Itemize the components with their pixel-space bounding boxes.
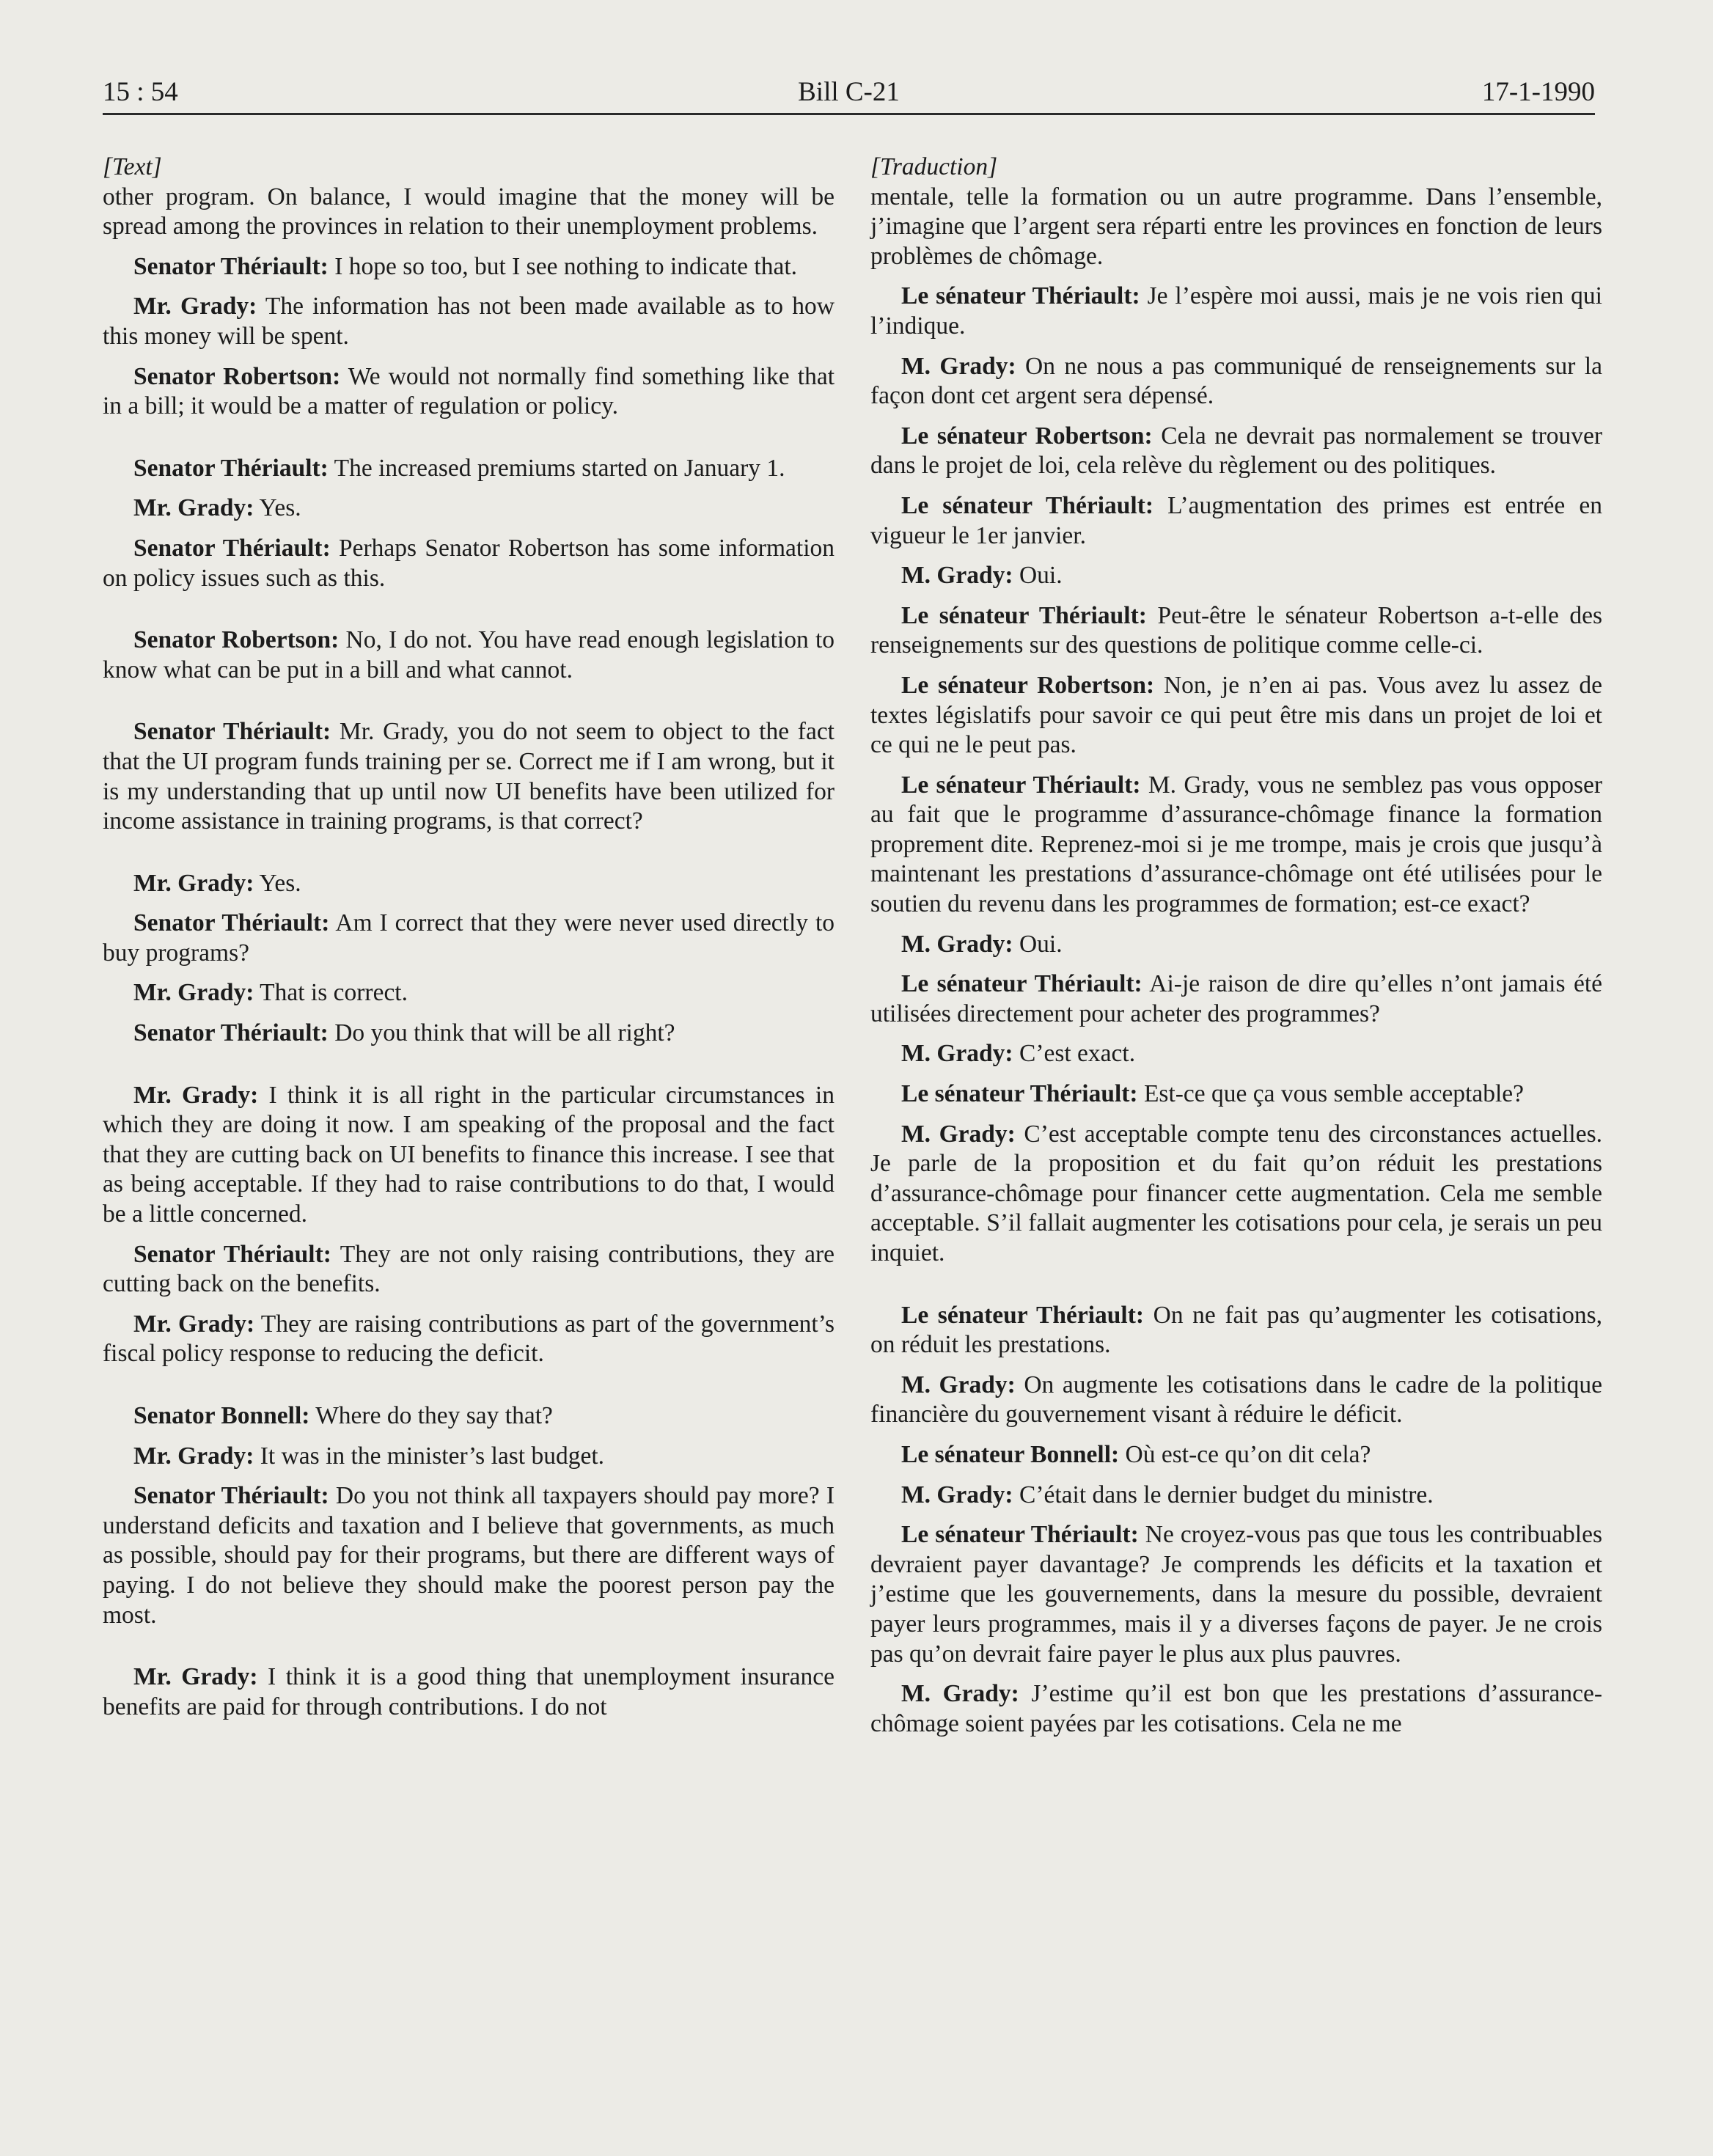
speech-paragraph <box>103 1442 835 1472</box>
speech-text: No, I do not. You have read enough legislation to know what can be put in a bill and what cannot. <box>103 626 835 683</box>
speech-paragraph <box>103 1081 835 1230</box>
column-label: [Text] <box>103 153 162 180</box>
speech-text: Do you think that will be all right? <box>328 1019 675 1047</box>
speech-paragraph <box>870 422 1602 481</box>
speaker-name: Le sénateur Thériault: <box>901 970 1142 998</box>
french-transcript <box>870 183 1602 1739</box>
speech-paragraph <box>103 1481 835 1630</box>
speaker-name: Senator Thériault: <box>133 909 330 937</box>
speech-text: The information has not been made available as to how this money will be spent. <box>103 293 835 350</box>
speaker-name: Le sénateur Thériault: <box>901 1080 1138 1108</box>
speech-paragraph <box>870 930 1602 960</box>
speech-text: Perhaps Senator Robertson has some information on policy issues such as this. <box>103 534 835 592</box>
speech-text: J’estime qu’il est bon que les prestations d’assurance-chômage soient payées par les cotisations. Cela ne me <box>870 1680 1602 1737</box>
speech-paragraph <box>103 909 835 968</box>
speech-text: M. Grady, vous ne semblez pas vous opposer au fait que le programme d’assurance-chômage finance la formation proprement dite. Reprenez-moi si je me trompe, mais je crois que jusqu’à maintenant les prestations d’assurance-chômage ont été utilisées pour le soutien du revenu dans les programmes de formation; est-ce exact? <box>870 771 1603 918</box>
speech-paragraph <box>103 252 835 282</box>
speech-text: C’est exact. <box>1013 1040 1136 1068</box>
speech-text: I think it is a good thing that unemployment insurance benefits are paid for through contributions. I do not <box>103 1663 835 1720</box>
speaker-name: M. Grady: <box>901 1481 1013 1508</box>
speech-paragraph <box>103 978 835 1008</box>
speaker-name: M. Grady: <box>901 930 1013 958</box>
speech-paragraph <box>870 1039 1602 1069</box>
page-number: 15 : 54 <box>103 77 178 107</box>
speech-text: Where do they say that? <box>309 1402 553 1429</box>
speaker-name: M. Grady: <box>901 352 1016 380</box>
speaker-name: Mr. Grady: <box>133 293 257 320</box>
speech-text: Yes. <box>254 869 301 897</box>
speech-text: They are not only raising contributions, they are cutting back on the benefits. <box>103 1240 835 1298</box>
speech-text: C’était dans le dernier budget du ministre. <box>1013 1481 1434 1508</box>
speech-paragraph <box>870 282 1602 341</box>
speech-paragraph <box>870 352 1602 411</box>
speech-paragraph <box>870 671 1602 760</box>
continued-paragraph <box>870 183 1602 272</box>
speaker-name: M. Grady: <box>901 1371 1016 1398</box>
speech-text: mentale, telle la formation ou un autre programme. Dans l’ensemble, j’imagine que l’argent sera réparti entre les provinces en fonction de leurs problèmes de chômage. <box>870 183 1602 270</box>
speaker-name: Le sénateur Thériault: <box>901 1521 1139 1549</box>
speech-text: On ne fait pas qu’augmenter les cotisations, on réduit les prestations. <box>870 1301 1602 1359</box>
speaker-name: Le sénateur Thériault: <box>901 771 1141 799</box>
speaker-name: Mr. Grady: <box>133 494 254 522</box>
speaker-name: Le sénateur Thériault: <box>901 1301 1145 1329</box>
speech-text: They are raising contributions as part of the government’s fiscal policy response to reducing the deficit. <box>103 1310 835 1368</box>
speaker-name: Le sénateur Thériault: <box>901 601 1147 629</box>
speaker-name: Senator Thériault: <box>133 534 331 562</box>
speech-paragraph <box>103 292 835 351</box>
speech-paragraph <box>103 869 835 899</box>
speaker-name: M. Grady: <box>901 562 1013 590</box>
header-date: 17-1-1990 <box>1481 77 1595 107</box>
speech-text: C’est acceptable compte tenu des circonstances actuelles. Je parle de la proposition et du fait qu’on réduit les prestations d’assurance-chômage pour financer cette augmentation. Cela me semble acceptable. S’il fallait augmenter les cotisations pour cela, je serais un peu inquiet. <box>870 1120 1602 1266</box>
speech-paragraph <box>103 1401 835 1431</box>
speech-paragraph <box>870 1520 1602 1669</box>
speech-paragraph <box>103 494 835 524</box>
speech-text: other program. On balance, I would imagine that the money will be spread among the provinces in relation to their unemployment problems. <box>103 183 835 241</box>
speaker-name: Mr. Grady: <box>133 1663 258 1691</box>
speech-text: Oui. <box>1013 562 1063 590</box>
speech-text: I think it is all right in the particular circumstances in which they are doing it now. I am speaking of the proposal and the fact that they are cutting back on UI benefits to finance this increase. I see that as being acceptable. If they had to raise contributions to do that, I would be a little concerned. <box>103 1081 835 1228</box>
speaker-name: M. Grady: <box>901 1680 1019 1708</box>
speech-paragraph <box>103 362 835 422</box>
speech-paragraph <box>870 1301 1602 1360</box>
speech-paragraph <box>870 601 1602 661</box>
speaker-name: Senator Thériault: <box>133 1240 331 1268</box>
speech-text: Ai-je raison de dire qu’elles n’ont jamais été utilisées directement pour acheter des programmes? <box>870 970 1602 1027</box>
speech-paragraph <box>870 1120 1602 1269</box>
speech-paragraph <box>870 771 1602 920</box>
speech-text: Je l’espère moi aussi, mais je ne vois rien qui l’indique. <box>870 282 1602 340</box>
speech-text: The increased premiums started on January 1. <box>328 454 785 482</box>
speech-text: Ne croyez-vous pas que tous les contribuables devraient payer davantage? Je comprends les déficits et la taxation et j’estime que les gouvernements, dans la mesure du possible, devraient payer leurs programmes, mais il y a diverses façons de payer. Je ne crois pas qu’on devrait faire payer le plus aux plus pauvres. <box>870 1521 1602 1668</box>
speaker-name: Le sénateur Robertson: <box>901 671 1155 699</box>
speech-paragraph <box>103 1662 835 1722</box>
speech-text: Non, je n’en ai pas. Vous avez lu assez de textes législatifs pour savoir ce qui peut être mis dans un projet de loi et ce qui ne le peut pas. <box>870 671 1602 759</box>
speaker-name: Senator Bonnell: <box>133 1402 310 1429</box>
speech-text: On augmente les cotisations dans le cadre de la politique financière du gouvernement visant à réduire le déficit. <box>870 1371 1602 1429</box>
speaker-name: Senator Thériault: <box>133 454 329 482</box>
speech-text: Oui. <box>1013 930 1063 958</box>
speech-text: Est-ce que ça vous semble acceptable? <box>1137 1080 1525 1108</box>
speaker-name: Le sénateur Robertson: <box>901 422 1153 450</box>
speech-paragraph <box>103 717 835 836</box>
french-column <box>870 153 1602 1749</box>
speech-paragraph <box>103 626 835 685</box>
speech-paragraph <box>870 1679 1602 1739</box>
speech-paragraph <box>870 1079 1602 1110</box>
speaker-name: Senator Thériault: <box>133 252 329 280</box>
speech-paragraph <box>103 454 835 484</box>
speaker-name: Mr. Grady: <box>133 1442 254 1470</box>
speaker-name: Senator Thériault: <box>133 718 331 746</box>
speaker-name: Senator Thériault: <box>133 1019 329 1047</box>
speech-paragraph <box>103 534 835 593</box>
speaker-name: Mr. Grady: <box>133 1081 259 1109</box>
speaker-name: Le sénateur Thériault: <box>901 282 1140 310</box>
speech-paragraph <box>870 491 1602 551</box>
speaker-name: Le sénateur Bonnell: <box>901 1440 1120 1468</box>
speech-text: That is correct. <box>254 979 408 1007</box>
speech-text: Mr. Grady, you do not seem to object to the fact that the UI program funds training per se. Correct me if I am wrong, but it is my understanding that up until now UI benefits have been utilized for income assistance in training programs, is that correct? <box>103 718 835 835</box>
speech-text: On ne nous a pas communiqué de renseignements sur la façon dont cet argent sera dépensé. <box>870 352 1602 410</box>
continued-paragraph <box>103 183 835 242</box>
speaker-name: Mr. Grady: <box>133 979 254 1007</box>
speaker-name: Senator Thériault: <box>133 1482 329 1510</box>
english-transcript <box>103 183 835 1723</box>
speech-text: Cela ne devrait pas normalement se trouver dans le projet de loi, cela relève du règlement ou des politiques. <box>870 422 1602 480</box>
speech-paragraph <box>103 1240 835 1299</box>
speech-text: Yes. <box>254 494 301 522</box>
page-header <box>103 72 1595 115</box>
speech-text: I hope so too, but I see nothing to indicate that. <box>328 252 798 280</box>
column-label: [Traduction] <box>870 153 998 180</box>
speech-text: We would not normally find something like that in a bill; it would be a matter of regulation or policy. <box>103 362 835 420</box>
english-column <box>103 153 835 1732</box>
speaker-name: Le sénateur Thériault: <box>901 491 1154 519</box>
speech-paragraph <box>870 1481 1602 1511</box>
speech-paragraph <box>870 969 1602 1029</box>
speech-paragraph <box>103 1019 835 1049</box>
bill-title: Bill C-21 <box>798 77 900 107</box>
speech-text: Am I correct that they were never used directly to buy programs? <box>103 909 835 967</box>
speaker-name: Senator Robertson: <box>133 626 340 654</box>
speech-text: L’augmentation des primes est entrée en vigueur le 1er janvier. <box>870 491 1602 549</box>
speech-text: Do you not think all taxpayers should pay more? I understand deficits and taxation and I believe that governments, as much as possible, should pay for their programs, but there are different ways of paying. I do not believe they should make the poorest person pay the most. <box>103 1482 835 1629</box>
speaker-name: Mr. Grady: <box>133 1310 255 1338</box>
speech-paragraph <box>103 1310 835 1369</box>
speaker-name: Mr. Grady: <box>133 869 254 897</box>
speech-paragraph <box>870 1440 1602 1470</box>
speaker-name: M. Grady: <box>901 1040 1013 1068</box>
speech-paragraph <box>870 561 1602 591</box>
speech-paragraph <box>870 1371 1602 1430</box>
speech-text: Où est-ce qu’on dit cela? <box>1119 1440 1371 1468</box>
speaker-name: M. Grady: <box>901 1120 1016 1148</box>
speech-text: It was in the minister’s last budget. <box>254 1442 605 1470</box>
speaker-name: Senator Robertson: <box>133 362 341 390</box>
speech-text: Peut-être le sénateur Robertson a-t-elle des renseignements sur des questions de politique comme celle-ci. <box>870 601 1602 659</box>
